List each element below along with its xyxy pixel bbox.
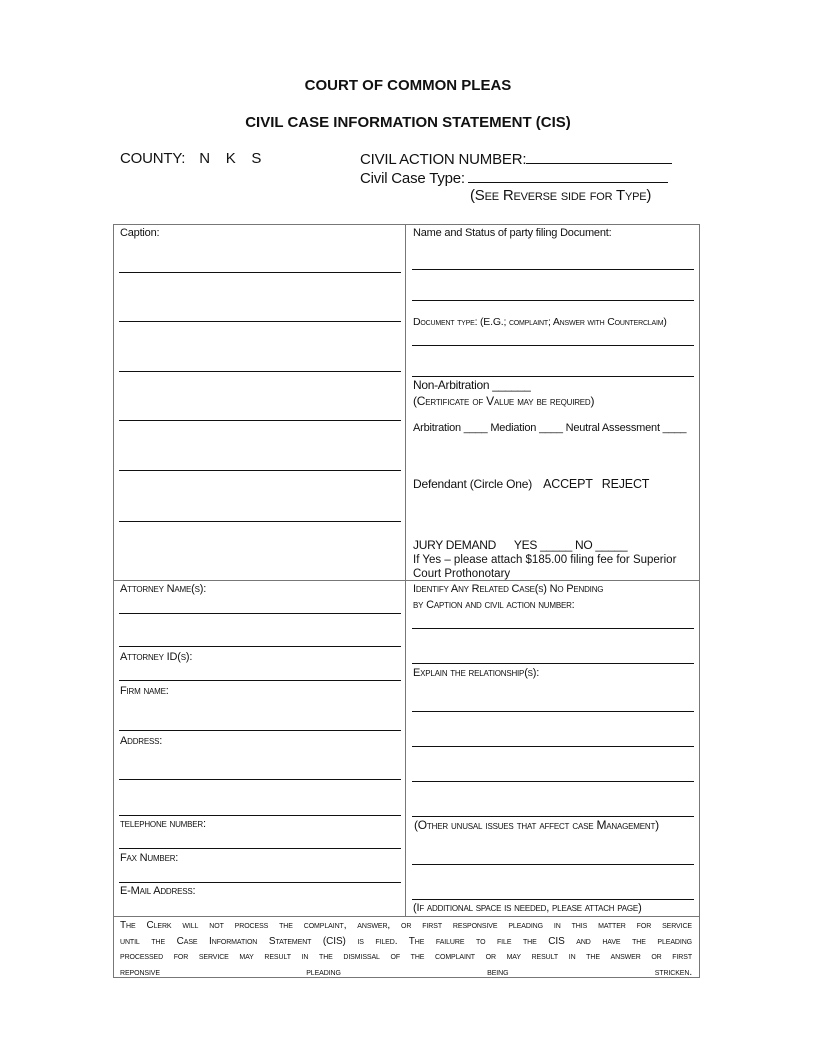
civil-case-type-row bbox=[360, 169, 668, 187]
arbitration-options[interactable]: Arbitration ____ Mediation ____ Neutral Assessment ____ bbox=[413, 422, 687, 434]
firm-name-line[interactable] bbox=[119, 730, 401, 731]
clerk-notice-line: The Clerk will not process the complaint, answer, or first responsive pleading in this matter for service bbox=[120, 920, 692, 931]
relationship-label: Explain the relationship(s): bbox=[413, 667, 540, 679]
civil-action-number-field[interactable] bbox=[526, 150, 672, 164]
email-label: E-Mail Address: bbox=[120, 885, 196, 897]
other-issues-line[interactable] bbox=[412, 864, 694, 865]
clerk-notice-line: reponsive pleading being stricken. bbox=[120, 966, 692, 978]
clerk-notice-line: processed for service may result in the dismissal of the complaint or may result in the answer or first bbox=[120, 951, 692, 962]
address-line[interactable] bbox=[119, 815, 401, 816]
attorney-id-line[interactable] bbox=[119, 680, 401, 681]
defendant-label: Defendant (Circle One) bbox=[413, 477, 532, 491]
county-label: COUNTY: bbox=[120, 150, 186, 167]
firm-name-label: Firm name: bbox=[120, 685, 169, 697]
relationship-line[interactable] bbox=[412, 711, 694, 712]
non-arbitration[interactable]: Non-Arbitration ______ bbox=[413, 378, 531, 392]
relationship-line[interactable] bbox=[412, 781, 694, 782]
address-line[interactable] bbox=[119, 779, 401, 780]
party-status-label: Name and Status of party filing Document: bbox=[413, 227, 612, 239]
fax-label: Fax Number: bbox=[120, 852, 179, 864]
column-divider bbox=[405, 224, 406, 916]
certificate-note: (Certificate of Value may be required) bbox=[413, 394, 595, 408]
related-cases-sublabel: by Caption and civil action number: bbox=[413, 599, 575, 611]
address-label: Address: bbox=[120, 735, 163, 747]
party-status-line[interactable] bbox=[412, 269, 694, 270]
civil-action-label: CIVIL ACTION NUMBER: bbox=[360, 151, 527, 168]
civil-action-row bbox=[360, 150, 672, 168]
caption-line[interactable] bbox=[119, 272, 401, 273]
related-cases-line[interactable] bbox=[412, 663, 694, 664]
accept-option[interactable]: ACCEPT bbox=[543, 477, 593, 491]
caption-label: Caption: bbox=[120, 227, 160, 239]
document-type-line[interactable] bbox=[412, 345, 694, 346]
county-options[interactable]: N K S bbox=[199, 150, 262, 167]
attorney-id-label: Attorney ID(s): bbox=[120, 651, 193, 663]
other-issues-line[interactable] bbox=[412, 899, 694, 900]
defendant-row bbox=[413, 477, 649, 491]
jury-fee-note: If Yes – please attach $185.00 filing fee for Superior Court Prothonotary bbox=[413, 554, 677, 580]
reject-option[interactable]: REJECT bbox=[601, 477, 650, 491]
relationship-line[interactable] bbox=[412, 816, 694, 817]
court-title: COURT OF COMMON PLEAS bbox=[304, 77, 512, 94]
reverse-side-note: (See Reverse side for Type) bbox=[470, 187, 652, 204]
additional-space-note: (If additional space is needed, please attach page) bbox=[413, 902, 642, 914]
attorney-name-line[interactable] bbox=[119, 646, 401, 647]
other-issues-label: (Other unusal issues that affect case Management) bbox=[414, 818, 659, 832]
caption-line[interactable] bbox=[119, 420, 401, 421]
attorney-name-label: Attorney Name(s): bbox=[120, 583, 207, 595]
document-type-label: Document type: (E.G.; complaint; Answer with Counterclaim) bbox=[413, 316, 667, 328]
telephone-line[interactable] bbox=[119, 848, 401, 849]
telephone-label: telephone number: bbox=[120, 818, 206, 830]
caption-line[interactable] bbox=[119, 521, 401, 522]
jury-demand[interactable]: JURY DEMAND YES _____ NO _____ bbox=[413, 538, 628, 552]
attorney-name-line[interactable] bbox=[119, 613, 401, 614]
party-status-line[interactable] bbox=[412, 300, 694, 301]
fax-line[interactable] bbox=[119, 882, 401, 883]
document-type-line[interactable] bbox=[412, 376, 694, 377]
related-cases-label: Identify Any Related Case(s) No Pending bbox=[413, 583, 604, 595]
civil-case-type-label: Civil Case Type: bbox=[360, 170, 465, 187]
form-title: CIVIL CASE INFORMATION STATEMENT (CIS) bbox=[245, 114, 571, 131]
caption-line[interactable] bbox=[119, 371, 401, 372]
county-row bbox=[120, 150, 261, 167]
relationship-line[interactable] bbox=[412, 746, 694, 747]
clerk-notice-line: until the Case Information Statement (CIS) is filed. The failure to file the CIS and have the pleading bbox=[120, 935, 692, 947]
civil-case-type-field[interactable] bbox=[468, 169, 668, 183]
footer-divider bbox=[113, 916, 700, 917]
related-cases-line[interactable] bbox=[412, 628, 694, 629]
clerk-notice bbox=[120, 918, 692, 980]
caption-line[interactable] bbox=[119, 321, 401, 322]
caption-line[interactable] bbox=[119, 470, 401, 471]
